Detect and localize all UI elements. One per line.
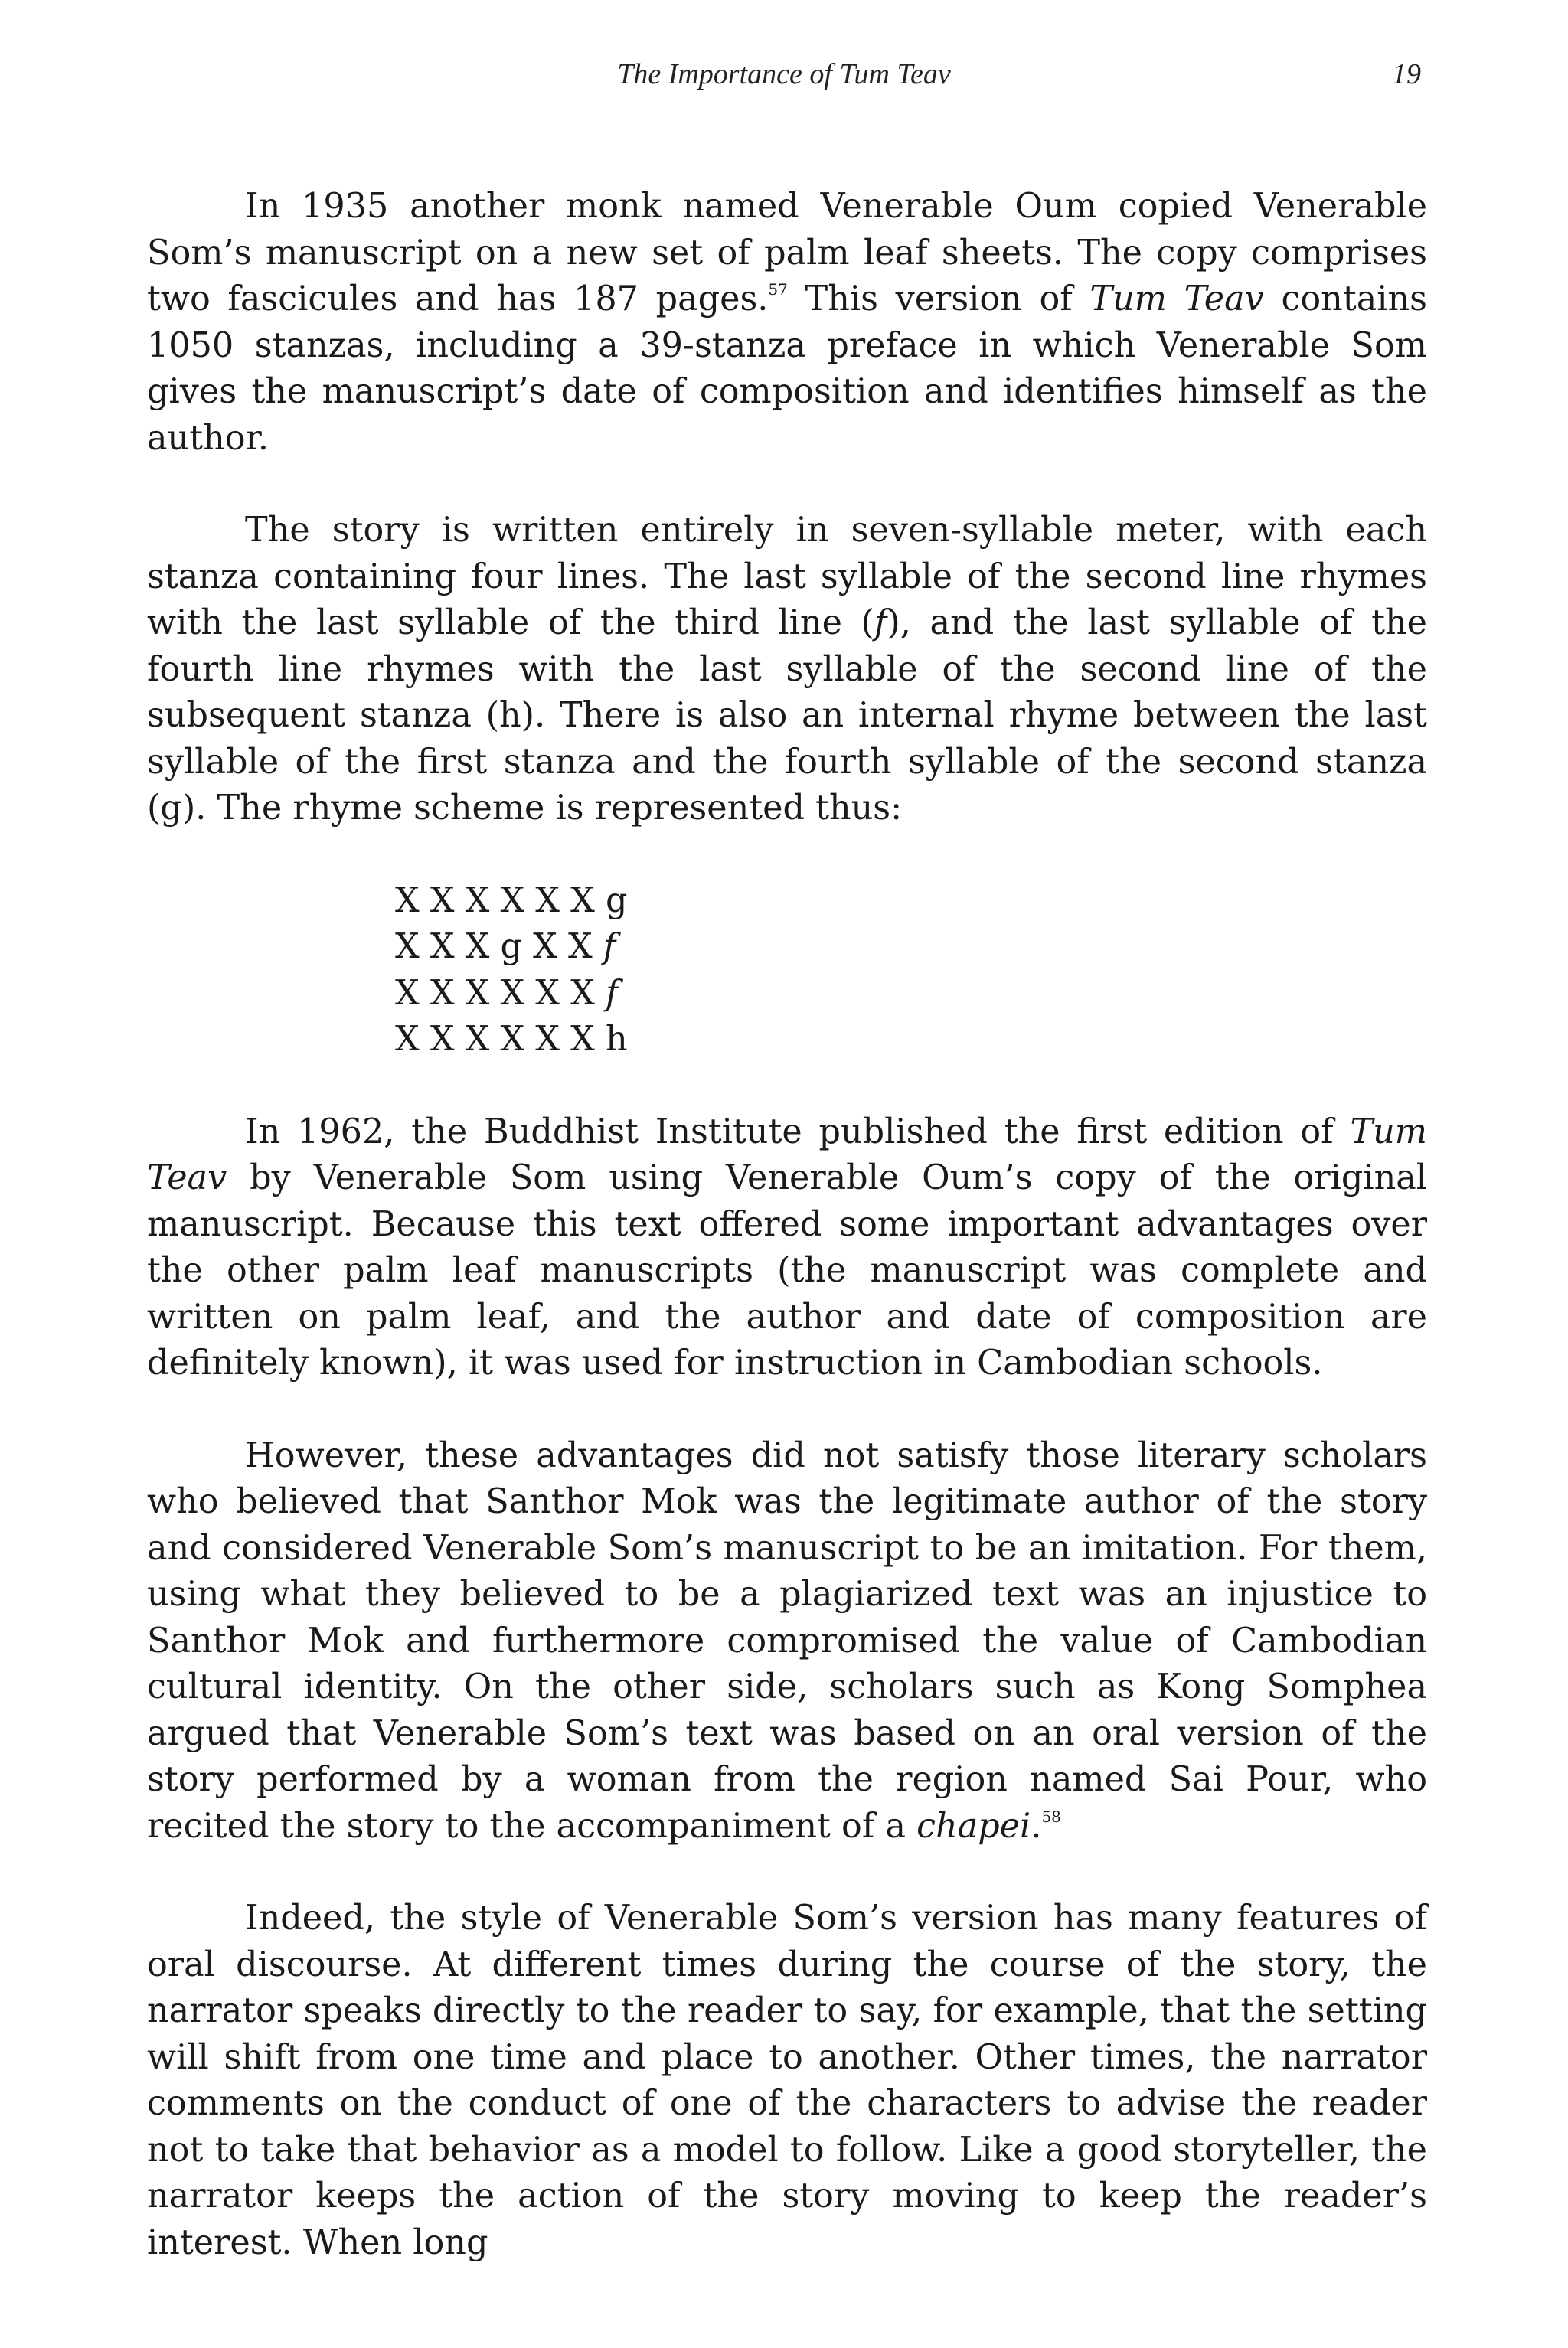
rhyme-scheme-line-3	[395, 971, 1427, 1017]
paragraph-1-text-b: This version of	[787, 279, 1090, 318]
rhyme-line-3-syllables: X X X X X X	[395, 973, 606, 1013]
page-number: 19	[1392, 58, 1421, 90]
rhyme-line-2-internal: g	[500, 927, 522, 966]
rhyme-line-1-end: g	[605, 880, 628, 920]
rhyme-f-italic: f	[874, 603, 887, 642]
chapei-italic: chapei	[916, 1806, 1031, 1846]
running-title: The Importance of Tum Teav	[617, 58, 951, 90]
paragraph-5	[147, 1896, 1427, 2266]
paragraph-5-text: Indeed, the style of Venerable Som’s version has many features of oral discourse. At different times during the course of the story, the narrator speaks directly to the reader to say, for example, that the setting will shift from one time and place to another. Other times, the narrator comments on the conduct of one of the characters to advise the reader not to take that behavior as a model to follow. Like a good storyteller, the narrator keeps the action of the story moving to keep the reader’s interest. When long	[147, 1899, 1427, 2262]
rhyme-line-4-end: h	[605, 1020, 628, 1059]
paragraph-2	[147, 508, 1427, 832]
paragraph-1-text-a: In 1935 another monk named Venerable Oum copied Venerable Som’s manuscript on a new set of palm leaf sheets. The copy comprises two fascicules and has 187 pages.	[147, 187, 1427, 318]
paragraph-4-text-b: .	[1031, 1806, 1042, 1846]
running-header	[0, 55, 1568, 93]
rhyme-line-4-syllables: X X X X X X	[395, 1020, 606, 1059]
rhyme-scheme-line-1	[395, 878, 1427, 925]
rhyme-line-3-end: f	[605, 973, 619, 1013]
rhyme-line-2-end: f	[603, 927, 616, 966]
paragraph-2-text-b: ), and the last syllable of the fourth line rhymes with the last syllable of the second line of the subsequent stanza (h). There is also an internal rhyme between the last syllable of the first stanza and the fourth syllable of the second stanza (g). The rhyme scheme is represented thus:	[147, 603, 1427, 828]
rhyme-line-1-syllables: X X X X X X	[395, 880, 606, 920]
work-title-italic: Tum Teav	[1089, 279, 1264, 318]
paragraph-3-text-a: In 1962, the Buddhist Institute published the first edition of	[245, 1112, 1351, 1151]
paragraph-1	[147, 184, 1427, 462]
body-text	[147, 184, 1427, 2266]
rhyme-line-2-syllables-a: X X X	[395, 927, 501, 966]
paragraph-4-text-a: However, these advantages did not satisfy those literary scholars who believed that Santhor Mok was the legitimate author of the story and considered Venerable Som’s manuscript to be an imitation. For them, using what they believed to be a plagiarized text was an injustice to Santhor Mok and furthermore compromised the value of Cambodian cultural identity. On the other side, scholars such as Kong Somphea argued that Venerable Som’s text was based on an oral version of the story performed by a woman from the region named Sai Pour, who recited the story to the accompaniment of a	[147, 1435, 1427, 1846]
footnote-ref-58: 58	[1041, 1807, 1061, 1826]
rhyme-scheme-line-4	[395, 1017, 1427, 1063]
rhyme-scheme-line-2	[395, 924, 1427, 971]
paragraph-3-text-b: by Venerable Som using Venerable Oum’s copy of the original manuscript. Because this text offered some important advantages over the other palm leaf manuscripts (the manuscript was complete and written on palm leaf, and the author and date of composition are definitely known), it was used for instruction in Cambodian schools.	[147, 1158, 1427, 1383]
footnote-ref-57: 57	[768, 280, 788, 299]
rhyme-scheme	[395, 878, 1427, 1063]
paragraph-2-text-a: The story is written entirely in seven-syllable meter, with each stanza containing four lines. The last syllable of the second line rhymes with the last syllable of the third line (	[147, 511, 1427, 642]
paragraph-3	[147, 1109, 1427, 1387]
work-title-italic: Tum Teav	[147, 1112, 1427, 1197]
paragraph-1-text-c: contains 1050 stanzas, including a 39-stanza preface in which Venerable Som gives the manuscript’s date of composition and identifies himself as the author.	[147, 279, 1427, 458]
paragraph-4	[147, 1433, 1427, 1850]
rhyme-line-2-syllables-b: X X	[521, 927, 603, 966]
